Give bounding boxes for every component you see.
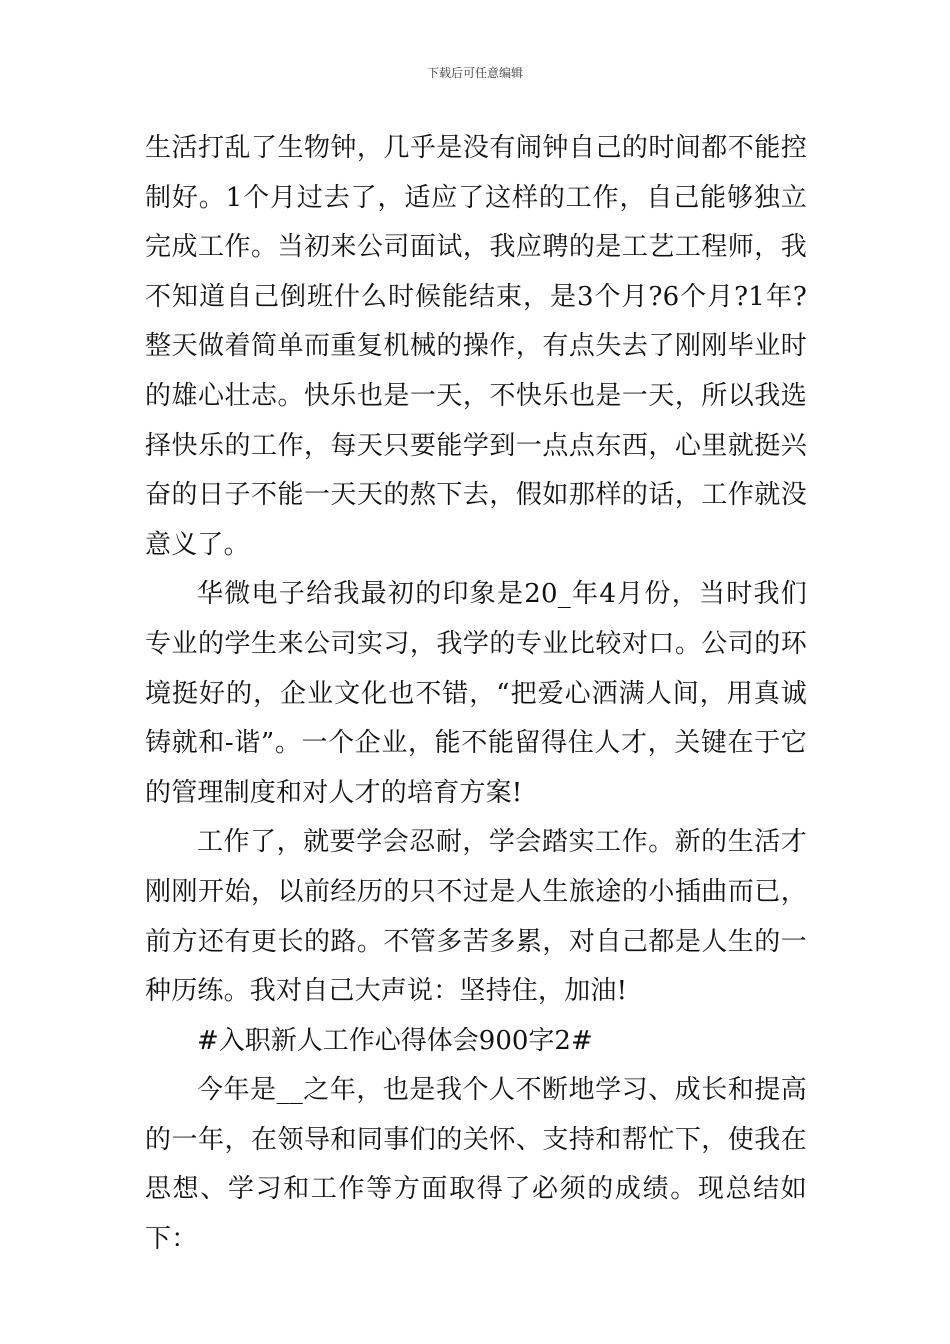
paragraph-company-impression: 华微电子给我最初的印象是20_年4月份，当时我们专业的学生来公司实习，我学的专业比较对口。公司的环境挺好的，企业文化也不错，“把爱心洒满人间，用真诚铸就和-谐”。一个企业，能不能留得住人才，关键在于它的管理制度和对人才的培育方案! bbox=[145, 579, 807, 808]
page-header: 下载后可任意编辑 bbox=[426, 66, 523, 80]
paragraph-patience: 工作了，就要学会忍耐，学会踏实工作。新的生活才刚刚开始，以前经历的只不过是人生旅途的小插曲而已，前方还有更长的路。不管多苦多累，对自己都是人生的一种历练。我对自己大声说：坚持住，加油! bbox=[145, 827, 807, 1007]
section-heading: #入职新人工作心得体会900字2# bbox=[197, 1025, 593, 1056]
paragraph-annual-summary: 今年是__之年，也是我个人不断地学习、成长和提高的一年，在领导和同事们的关怀、支持和帮忙下，使我在思想、学习和工作等方面取得了必须的成绩。现总结如下： bbox=[145, 1075, 807, 1255]
paragraph-continued: 生活打乱了生物钟，几乎是没有闹钟自己的时间都不能控制好。1个月过去了，适应了这样的工作，自己能够独立完成工作。当初来公司面试，我应聘的是工艺工程师，我不知道自己倒班什么时候能结束，是3个月?6个月?1年?整天做着简单而重复机械的操作，有点失去了刚刚毕业时的雄心壮志。快乐也是一天，不快乐也是一天，所以我选择快乐的工作，每天只要能学到一点点东西，心里就挺兴奋的日子不能一天天的熬下去，假如那样的话，工作就没意义了。 bbox=[145, 133, 807, 560]
document-body bbox=[145, 124, 807, 1265]
